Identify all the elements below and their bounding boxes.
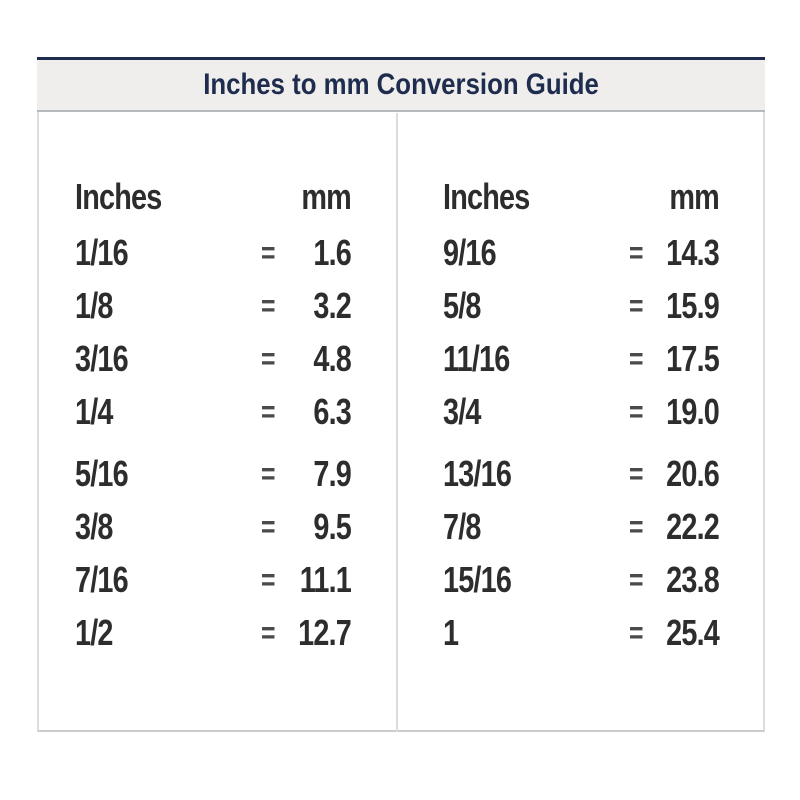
table-row [75,279,351,332]
equals-sign: = [628,340,643,376]
table-row [75,447,351,500]
mm-value: 3.2 [313,284,351,326]
inches-fraction: 11/16 [443,337,510,379]
mm-value: 9.5 [313,505,351,547]
mm-header: mm [301,176,351,217]
table-row [443,500,719,553]
inches-fraction: 3/4 [443,390,481,432]
table-row [443,332,719,385]
inches-fraction: 13/16 [443,452,512,494]
mm-value: 1.6 [313,231,351,273]
equals-sign: = [260,340,275,376]
table-row [75,606,351,659]
mm-value: 22.2 [666,505,719,547]
table-row [75,226,351,279]
mm-value: 4.8 [313,337,351,379]
mm-value: 11.1 [299,558,351,600]
page-title: Inches to mm Conversion Guide [203,68,599,101]
table-row [75,500,351,553]
equals-sign: = [260,455,275,491]
mm-value: 6.3 [313,390,351,432]
inches-fraction: 1/2 [75,611,113,653]
mm-value: 25.4 [666,611,719,653]
inches-fraction: 1/16 [75,231,128,273]
inches-fraction: 5/16 [75,452,128,494]
equals-sign: = [628,455,643,491]
equals-sign: = [260,234,275,270]
mm-value: 14.3 [666,231,719,273]
table-row [75,553,351,606]
inches-fraction: 1 [443,611,459,653]
inches-fraction: 5/8 [443,284,481,326]
mm-value: 20.6 [666,452,719,494]
inches-header: Inches [75,176,162,217]
conversion-column-right [443,168,719,659]
conversion-column-left [75,168,351,659]
equals-sign: = [260,287,275,323]
column-divider [396,113,398,732]
mm-value: 15.9 [666,284,719,326]
inches-fraction: 9/16 [443,231,496,273]
title-bar [37,57,765,112]
equals-sign: = [628,614,643,650]
equals-sign: = [260,561,275,597]
equals-sign: = [260,393,275,429]
mm-header: mm [669,176,719,217]
inches-fraction: 1/4 [75,390,113,432]
equals-sign: = [628,393,643,429]
table-row [443,226,719,279]
equals-sign: = [628,287,643,323]
mm-value: 7.9 [313,452,351,494]
column-header-row [443,168,719,226]
inches-fraction: 7/8 [443,505,481,547]
table-row [443,385,719,438]
mm-value: 12.7 [298,611,351,653]
inches-fraction: 7/16 [75,558,128,600]
equals-sign: = [628,508,643,544]
table-row [75,332,351,385]
table-row [443,279,719,332]
table-row [75,385,351,438]
inches-header: Inches [443,176,530,217]
column-header-row [75,168,351,226]
equals-sign: = [260,508,275,544]
equals-sign: = [628,561,643,597]
mm-value: 23.8 [666,558,719,600]
mm-value: 17.5 [666,337,719,379]
table-row [443,606,719,659]
inches-fraction: 1/8 [75,284,113,326]
table-row [443,447,719,500]
inches-fraction: 3/16 [75,337,128,379]
inches-fraction: 3/8 [75,505,113,547]
equals-sign: = [628,234,643,270]
inches-fraction: 15/16 [443,558,512,600]
table-row [443,553,719,606]
equals-sign: = [260,614,275,650]
mm-value: 19.0 [666,390,719,432]
